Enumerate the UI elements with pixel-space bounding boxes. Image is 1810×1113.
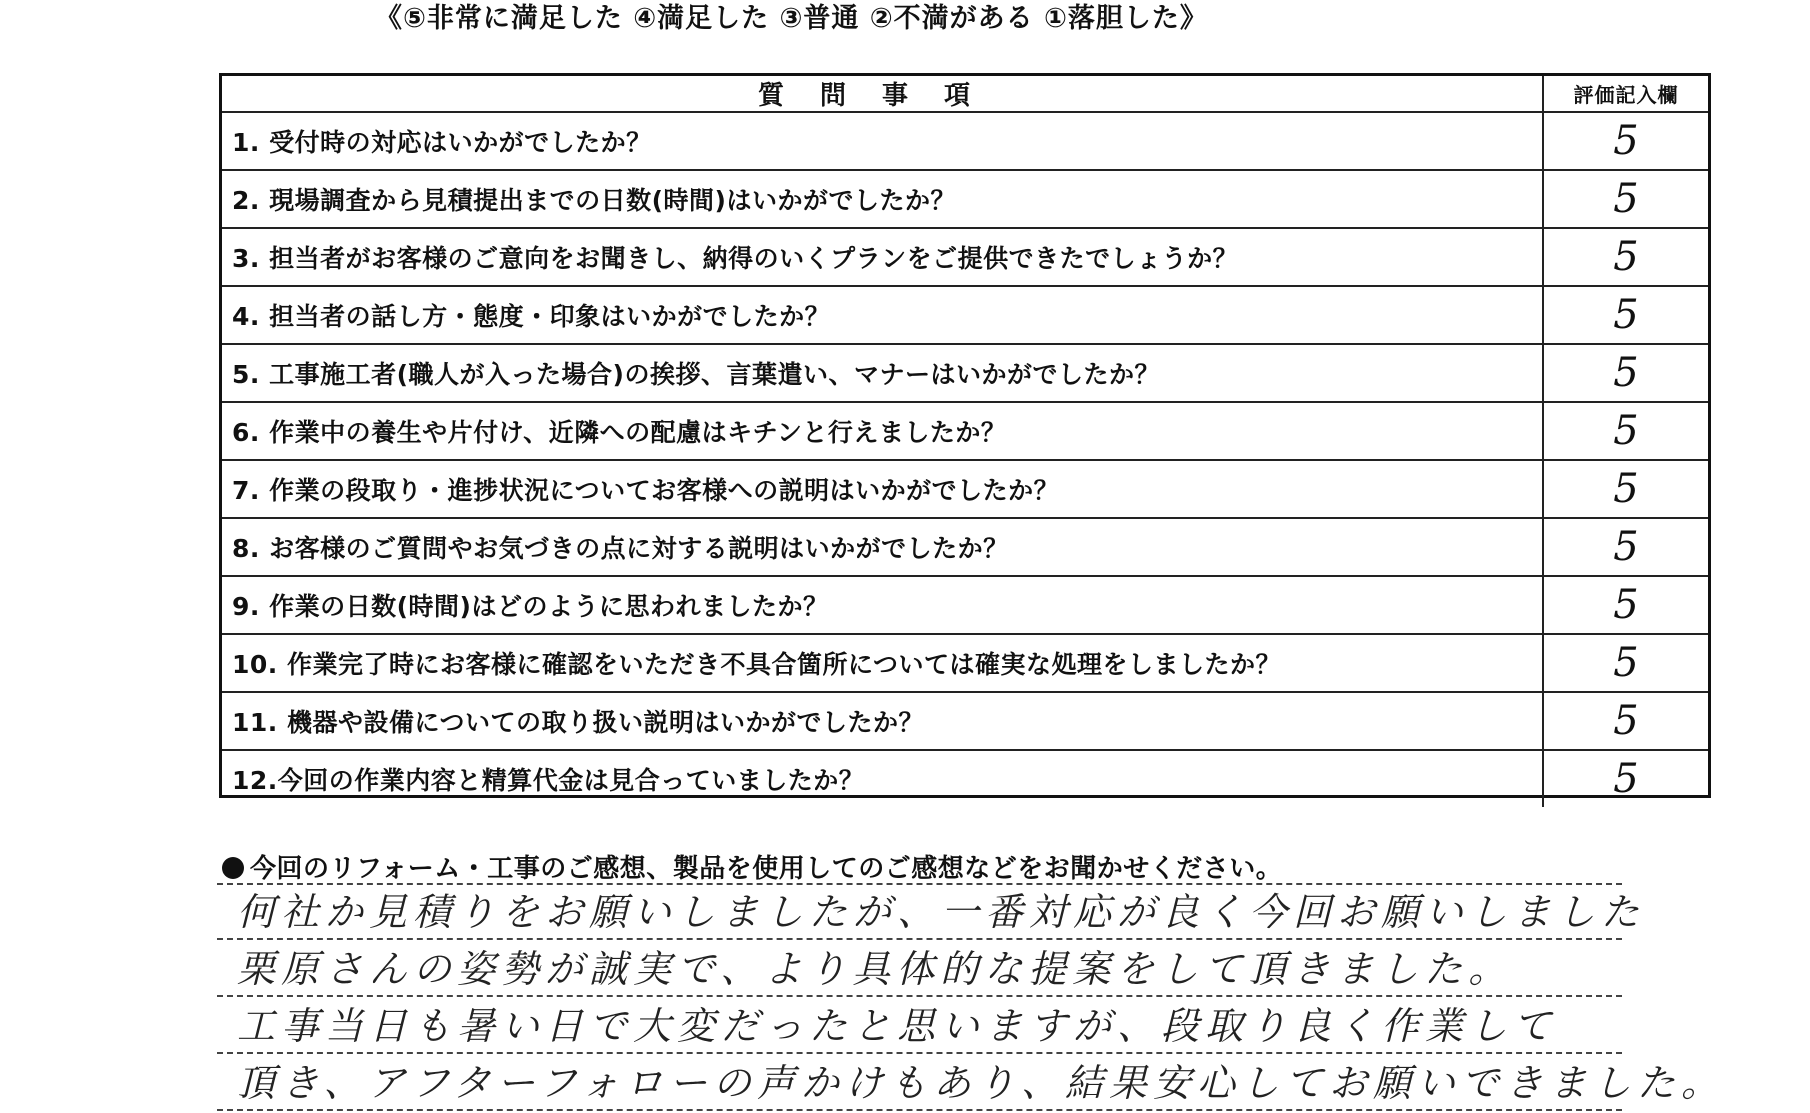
table-row <box>222 691 1708 749</box>
table-row <box>222 285 1708 343</box>
comment-heading-text: 今回のリフォーム・工事のご感想、製品を使用してのご感想などをお聞かせください。 <box>250 854 1283 884</box>
question-text: 6. 作業中の養生や片付け、近隣への配慮はキチンと行えましたか？ <box>222 403 1544 459</box>
handwritten-comment: 栗原さんの姿勢が誠実で、より具体的な提案をして頂きました。 <box>237 947 1513 991</box>
comment-line <box>217 997 1622 1054</box>
header-rating: 評価記入欄 <box>1573 83 1679 107</box>
question-text: 5. 工事施工者(職人が入った場合)の挨拶、言葉遣い、マナーはいかがでしたか？ <box>222 345 1544 401</box>
question-text: 10. 作業完了時にお客様に確認をいただき不具合箇所については確実な処理をしましたか？ <box>222 635 1544 691</box>
rating-value: 5 <box>1613 118 1639 164</box>
question-text: 11. 機器や設備についての取り扱い説明はいかがでしたか？ <box>222 693 1544 749</box>
rating-value: 5 <box>1613 698 1639 744</box>
rating-value: 5 <box>1613 234 1639 280</box>
question-text: 9. 作業の日数(時間)はどのように思われましたか？ <box>222 577 1544 633</box>
question-text: 7. 作業の段取り・進捗状況についてお客様への説明はいかがでしたか？ <box>222 461 1544 517</box>
table-row <box>222 575 1708 633</box>
rating-value: 5 <box>1613 408 1639 454</box>
comment-line <box>217 1054 1726 1111</box>
header-question: 質問事項 <box>222 76 1544 111</box>
comment-line <box>217 940 1622 997</box>
table-row <box>222 401 1708 459</box>
table-row <box>222 749 1708 807</box>
question-text: 3. 担当者がお客様のご意向をお聞きし、納得のいくプランをご提供できたでしょうか？ <box>222 229 1544 285</box>
comment-line <box>217 883 1646 940</box>
rating-value: 5 <box>1613 756 1639 802</box>
rating-legend: 《⑤非常に満足した ④満足した ③普通 ②不満がある ①落胆した》 <box>375 3 1208 34</box>
survey-table <box>219 73 1711 802</box>
rating-value: 5 <box>1613 466 1639 512</box>
table-row <box>222 111 1708 169</box>
comment-heading <box>222 848 1282 885</box>
question-text: 1. 受付時の対応はいかがでしたか？ <box>222 113 1544 169</box>
rating-value: 5 <box>1613 582 1639 628</box>
bullet-icon <box>222 857 244 879</box>
handwritten-comment: 頂き、アフターフォローの声かけもあり、結果安心してお願いできました。 <box>237 1061 1726 1105</box>
table-row <box>222 343 1708 401</box>
question-text: 8. お客様のご質問やお気づきの点に対する説明はいかがでしたか？ <box>222 519 1544 575</box>
question-text: 4. 担当者の話し方・態度・印象はいかがでしたか？ <box>222 287 1544 343</box>
handwritten-comment: 工事当日も暑い日で大変だったと思いますが、段取り良く作業して <box>237 1004 1558 1048</box>
question-text: 2. 現場調査から見積提出までの日数(時間)はいかがでしたか？ <box>222 171 1544 227</box>
table-row <box>222 227 1708 285</box>
handwritten-comment: 何社か見積りをお願いしましたが、一番対応が良く今回お願いしました <box>237 890 1646 934</box>
rating-value: 5 <box>1613 176 1639 222</box>
table-row <box>222 459 1708 517</box>
table-row <box>222 169 1708 227</box>
table-header-row <box>222 76 1708 111</box>
comment-area <box>217 883 1726 1111</box>
rating-value: 5 <box>1613 524 1639 570</box>
table-row <box>222 517 1708 575</box>
question-text: 12.今回の作業内容と精算代金は見合っていましたか？ <box>222 751 1544 807</box>
rating-value: 5 <box>1613 292 1639 338</box>
table-row <box>222 633 1708 691</box>
rating-value: 5 <box>1613 640 1639 686</box>
rating-value: 5 <box>1613 350 1639 396</box>
